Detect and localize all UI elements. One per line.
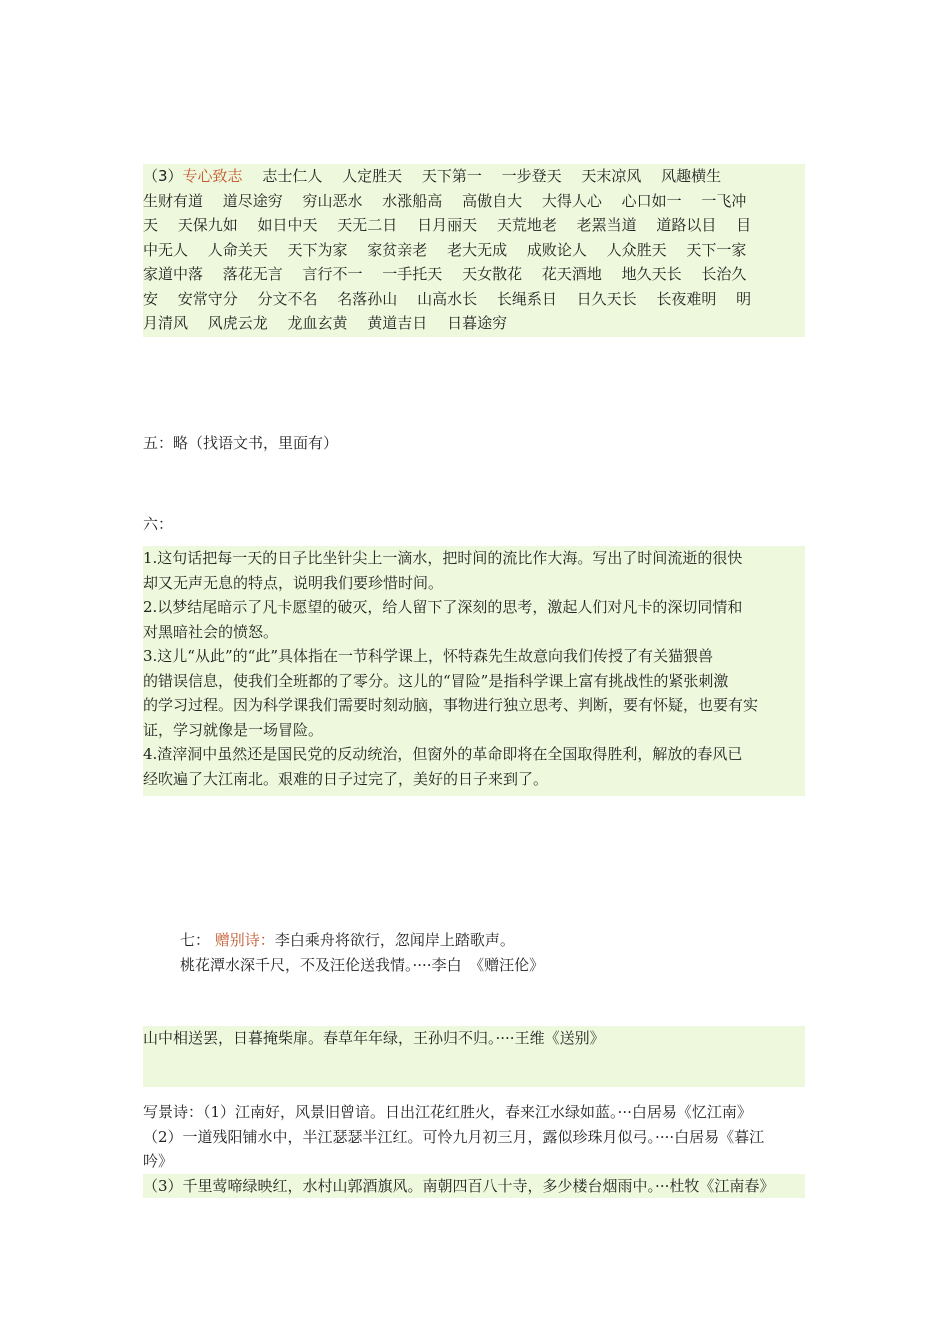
idiom-text: 志士仁人 人定胜天 天下第一 一步登天 天末凉风 风趣横生: [262, 167, 722, 185]
answer-line: 证，学习就像是一场冒险。: [143, 720, 324, 739]
answer-line: 3.这儿“从此”的“此”具体指在一节科学课上，怀特森先生故意向我们传授了有关猫猥兽: [143, 647, 713, 665]
answer-line: 却又无声无息的特点，说明我们要珍惜时间。: [143, 573, 444, 592]
idiom-line: 安 安常守分 分文不名 名落孙山 山高水长 长绳系日 日久天长 长夜难明 明: [143, 289, 752, 308]
poem-songbie: [143, 1026, 805, 1087]
section-6-label: 六：: [143, 515, 174, 533]
poem-line: 山中相送罢，日暮掩柴扉。春草年年绿，王孙归不归。····王维《送别》: [143, 1029, 605, 1047]
idiom-line: 中无人 人命关天 天下为家 家贫亲老 老大无成 成败论人 人众胜天 天下一家: [143, 240, 747, 259]
idiom-line: 天 天保九如 如日中天 天无二日 日月丽天 天荒地老 老罴当道 道路以目 目: [143, 216, 752, 234]
section-6-answers: [143, 546, 805, 796]
idiom-label: （3）: [143, 167, 183, 185]
answer-line: 对黑暗社会的愤怒。: [143, 622, 279, 641]
idiom-line: 月清风 风虎云龙 龙血玄黄 黄道吉日 日暮途穷: [143, 314, 508, 332]
idiom-line: [143, 164, 805, 189]
poem-line: （2）一道残阳铺水中，半江瑟瑟半江红。可怜九月初三月，露似珍珠月似弓。····白居易《暮江: [143, 1127, 765, 1146]
answer-line: 的学习过程。因为科学课我们需要时刻动脑，事物进行独立思考、判断，要有怀疑，也要有实: [143, 696, 759, 714]
answer-line: 1.这句话把每一天的日子比坐针尖上一滴水，把时间的流比作大海。写出了时间流逝的很快: [143, 549, 743, 567]
section-5-text: 五：略（找语文书，里面有）: [143, 434, 339, 452]
poem-category: 赠别诗：: [214, 931, 275, 949]
section-7-label: 七：: [180, 931, 211, 949]
poem-line-highlighted: （3）千里莺啼绿映红，水村山郭酒旗风。南朝四百八十寺，多少楼台烟雨中。···杜牧《江南春》: [143, 1174, 805, 1199]
answer-line: 4.渣滓洞中虽然还是国民党的反动统治，但窗外的革命即将在全国取得胜利，解放的春风已: [143, 745, 743, 763]
poem-line: [180, 928, 800, 953]
idiom-line: 生财有道 道尽途穷 穷山恶水 水涨船高 高傲自大 大得人心 心口如一 一飞冲: [143, 191, 747, 210]
poem-line: 写景诗：（1）江南好，风景旧曾谙。日出江花红胜火，春来江水绿如蓝。···白居易《忆江南》: [143, 1103, 752, 1121]
poem-line: 桃花潭水深千尺，不及汪伦送我情。····李白 《赠汪伦》: [180, 955, 545, 974]
section-7: [180, 928, 800, 977]
idiom-block: [143, 164, 805, 337]
answer-line: 的错误信息，使我们全班都的了零分。这儿的“冒险”是指科学课上富有挑战性的紧张刺激: [143, 671, 729, 690]
poem-text: 李白乘舟将欲行，忽闻岸上踏歌声。: [274, 931, 515, 949]
scenery-poems: [143, 1100, 805, 1198]
section-5: [143, 431, 805, 456]
idiom-heading: 专心致志: [182, 167, 243, 185]
idiom-line: 家道中落 落花无言 言行不一 一手托天 天女散花 花天酒地 地久天长 长治久: [143, 265, 747, 283]
answer-line: 经吹遍了大江南北。艰难的日子过完了，美好的日子来到了。: [143, 769, 549, 788]
poem-line: 吟》: [143, 1152, 174, 1170]
answer-line: 2.以梦结尾暗示了凡卡愿望的破灭，给人留下了深刻的思考，激起人们对凡卡的深切同情和: [143, 598, 743, 616]
